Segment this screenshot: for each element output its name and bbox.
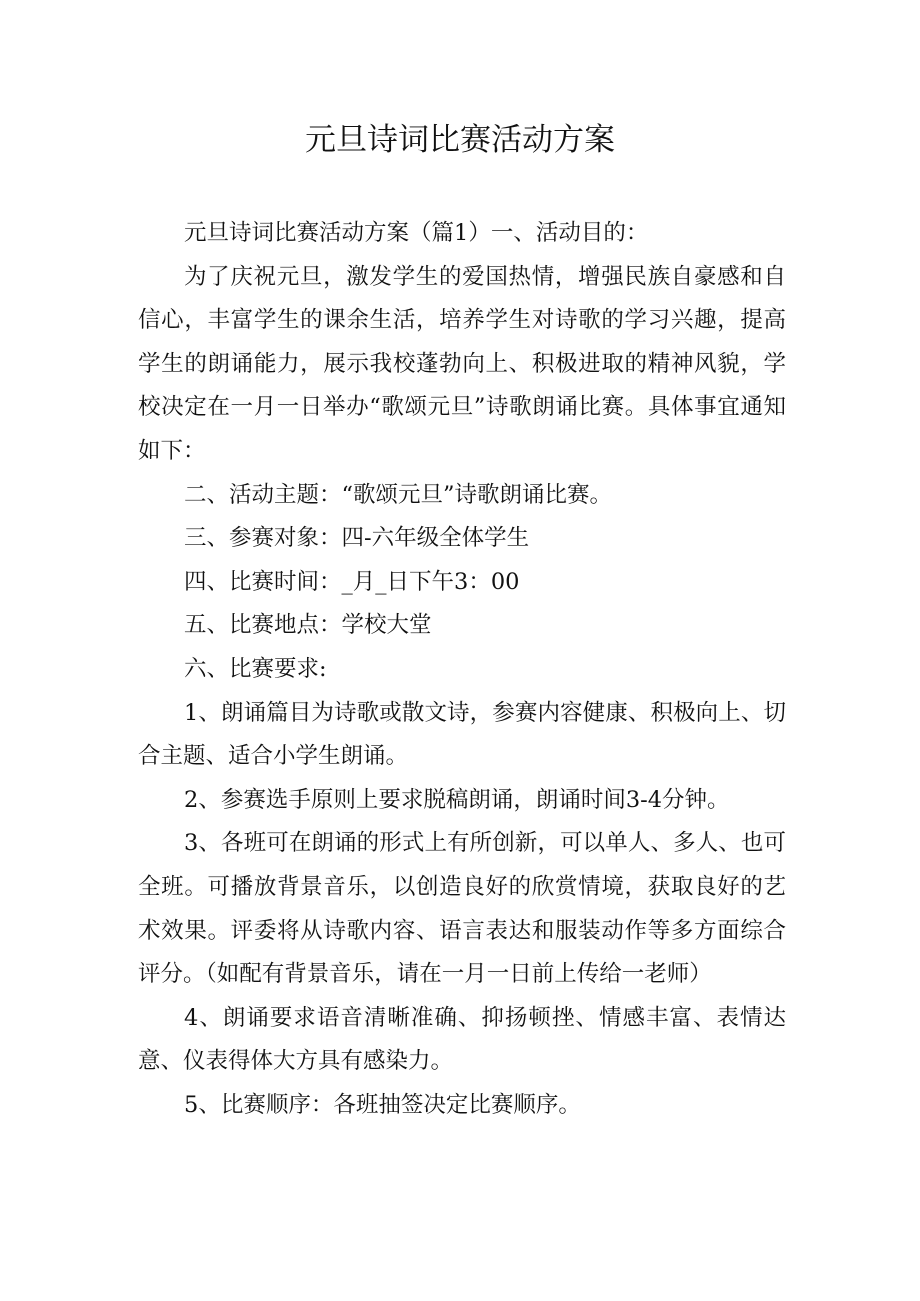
paragraph-requirement-3: 3、各班可在朗诵的形式上有所创新，可以单人、多人、也可全班。可播放背景音乐，以创造良好的欣赏情境，获取良好的艺术效果。评委将从诗歌内容、语言表达和服装动作等多方面综合评分。（如配有背景音乐，请在一月一日前上传给一老师） xyxy=(138,830,786,988)
paragraph-theme: 二、活动主题：“歌颂元旦”诗歌朗诵比赛。 xyxy=(184,481,613,508)
paragraph-requirement-4: 4、朗诵要求语音清晰准确、抑扬顿挫、情感丰富、表情达意、仪表得体大方具有感染力。 xyxy=(138,1004,786,1075)
paragraph-requirements-heading: 六、比赛要求: xyxy=(184,655,327,682)
paragraph-requirement-5: 5、比赛顺序：各班抽签决定比赛顺序。 xyxy=(184,1091,581,1118)
paragraph-intro: 元旦诗词比赛活动方案（篇1）一、活动目的： xyxy=(184,220,649,246)
document-body xyxy=(138,212,786,1127)
page-title: 元旦诗词比赛活动方案 xyxy=(305,122,615,158)
paragraph-requirement-2: 2、参赛选手原则上要求脱稿朗诵，朗诵时间3-4分钟。 xyxy=(184,786,730,813)
paragraph-participants: 三、参赛对象：四-六年级全体学生 xyxy=(184,525,530,552)
paragraph-location: 五、比赛地点：学校大堂 xyxy=(184,612,432,639)
paragraph-requirement-1: 1、朗诵篇目为诗歌或散文诗，参赛内容健康、积极向上、切合主题、适合小学生朗诵。 xyxy=(138,699,786,770)
paragraph-purpose: 为了庆祝元旦，激发学生的爱国热情，增强民族自豪感和自信心，丰富学生的课余生活，培养学生对诗歌的学习兴趣，提高学生的朗诵能力，展示我校蓬勃向上、积极进取的精神风貌，学校决定在一月一日举办“歌颂元旦”诗歌朗诵比赛。具体事宜通知如下： xyxy=(138,263,786,464)
paragraph-time: 四、比赛时间：_月_日下午3：00 xyxy=(184,568,520,595)
